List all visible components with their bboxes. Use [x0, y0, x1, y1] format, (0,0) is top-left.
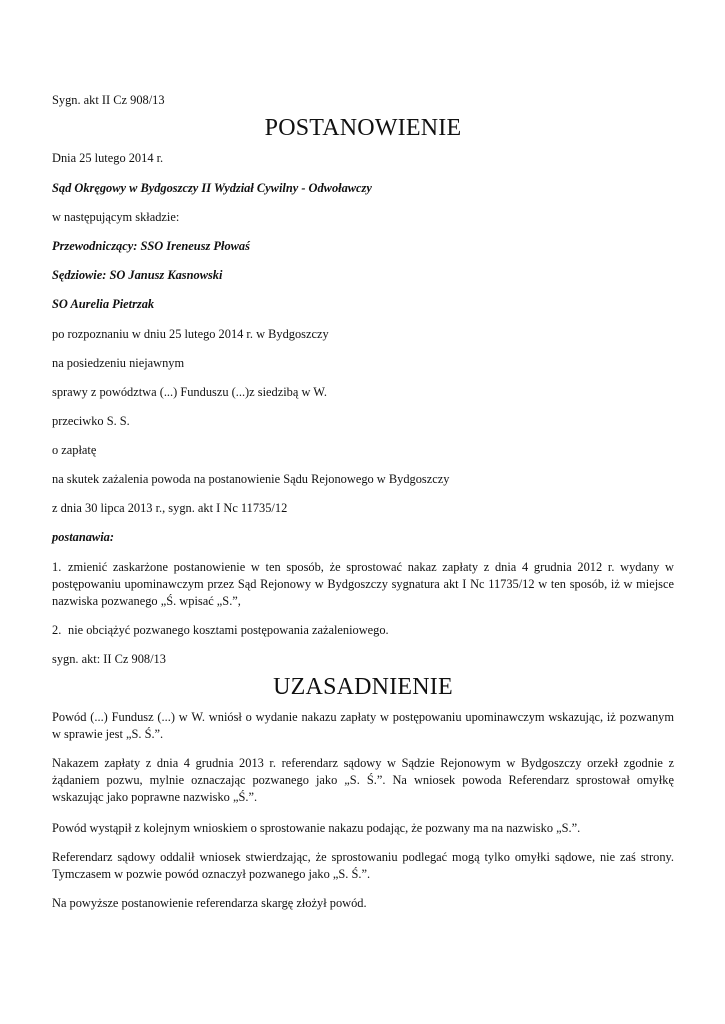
document-date: Dnia 25 lutego 2014 r. — [52, 151, 164, 165]
presiding-judge: Przewodniczący: SSO Ireneusz Płowaś — [52, 239, 250, 253]
session-type: na posiedzeniu niejawnym — [52, 356, 185, 370]
ruling-item — [52, 622, 674, 639]
judges: Sędziowie: SO Janusz Kasnowski — [52, 268, 223, 282]
defendant: przeciwko S. S. — [52, 414, 130, 428]
justification-paragraph: Referendarz sądowy oddalił wniosek stwierdzając, że sprostowaniu podlegać mogą tylko omyłki sądowe, nie zaś strony. Tymczasem w pozwie powód oznaczył pozwanego jako „S. Ś.”. — [52, 850, 674, 881]
ruling-item-number: 1. — [52, 560, 62, 574]
document-title: POSTANOWIENIE — [264, 115, 462, 141]
justification-paragraph: Na powyższe postanowienie referendarza skargę złożył powód. — [52, 896, 367, 910]
hearing-info: po rozpoznaniu w dniu 25 lutego 2014 r. w Bydgoszczy — [52, 327, 329, 341]
ruling-item-number: 2. — [52, 623, 62, 637]
justification-title: UZASADNIENIE — [273, 674, 453, 700]
justification-paragraph: Powód (...) Fundusz (...) w W. wniósł o wydanie nakazu zapłaty w postępowaniu upominawczym wskazując, iż pozwanym w sprawie jest „S. Ś.”. — [52, 710, 674, 741]
justification-paragraph: Nakazem zapłaty z dnia 4 grudnia 2013 r. referendarz sądowy w Sądzie Rejonowym w Bydgoszczy orzekł zgodnie z żądaniem pozwu, mylnie oznaczając pozwanego jako „S. Ś.”. Na wniosek powoda Referendarz sprostował omyłkę wskazując jako poprawne nazwisko „Ś.”. — [52, 756, 674, 804]
court-name: Sąd Okręgowy w Bydgoszczy II Wydział Cywilny - Odwoławczy — [52, 181, 372, 195]
composition-intro: w następującym składzie: — [52, 210, 180, 224]
decides-heading: postanawia: — [52, 530, 114, 544]
ruling-item-text: nie obciążyć pozwanego kosztami postępowania zażaleniowego. — [68, 623, 389, 637]
case-number-secondary: sygn. akt: II Cz 908/13 — [52, 652, 166, 666]
ruling-reference: z dnia 30 lipca 2013 r., sygn. akt I Nc 11735/12 — [52, 501, 288, 515]
appeal-info: na skutek zażalenia powoda na postanowienie Sądu Rejonowego w Bydgoszczy — [52, 472, 450, 486]
case-number: Sygn. akt II Cz 908/13 — [52, 93, 165, 107]
ruling-item — [52, 559, 674, 610]
judge-second: SO Aurelia Pietrzak — [52, 297, 155, 311]
case-subject: o zapłatę — [52, 443, 97, 457]
ruling-item-text: zmienić zaskarżone postanowienie w ten sposób, że sprostować nakaz zapłaty z dnia 4 grudnia 2012 r. wydany w postępowaniu upominawczym przez Sąd Rejonowy w Bydgoszczy sygnatura akt I Nc 11735/12 w ten sposób, iż w miejsce nazwiska pozwanego „Ś. wpisać „S.”, — [52, 560, 674, 608]
case-parties: sprawy z powództwa (...) Funduszu (...)z siedzibą w W. — [52, 385, 327, 399]
justification-paragraph: Powód wystąpił z kolejnym wnioskiem o sprostowanie nakazu podając, że pozwany ma na nazwisko „S.”. — [52, 821, 581, 835]
